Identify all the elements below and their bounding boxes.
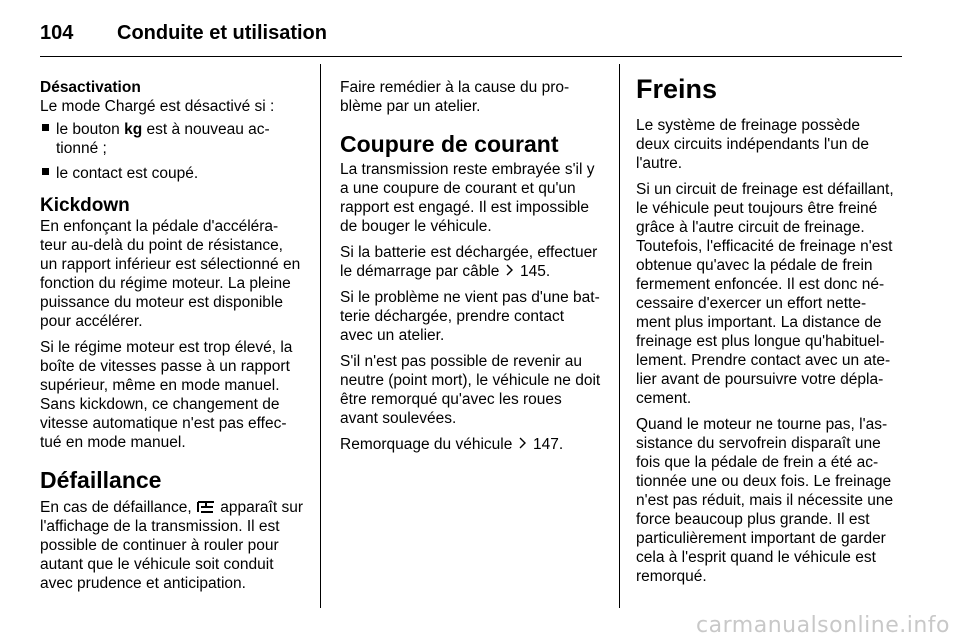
list-text: le contact est coupé. bbox=[56, 165, 199, 182]
battery-paragraph: Si le problème ne vient pas d'une bat- terie déchargée, prendre contact avec un atelier. bbox=[340, 289, 600, 344]
transmission-fault-icon bbox=[196, 500, 216, 514]
page-reference[interactable]: 145. bbox=[520, 263, 551, 280]
list-item bbox=[40, 164, 304, 183]
list-item bbox=[40, 120, 304, 158]
towing-paragraph bbox=[340, 435, 604, 454]
kickdown-heading: Kickdown bbox=[40, 195, 130, 216]
jump-start-paragraph bbox=[340, 243, 604, 281]
page-number: 104 bbox=[40, 22, 74, 44]
power-cut-paragraph: La transmission reste embrayée s'il y a une coupure de courant et qu'un rapport est engagé. Il est impossible de bouger le véhicule. bbox=[340, 161, 595, 235]
bullet-icon bbox=[42, 124, 49, 131]
cross-reference-arrow-icon bbox=[506, 264, 514, 276]
watermark: carmanualsonline.info bbox=[696, 613, 950, 638]
neutral-paragraph: S'il n'est pas possible de revenir au neutre (point mort), le véhicule ne doit être remorqué qu'avec les roues avant soulevées. bbox=[340, 353, 601, 427]
brakes-paragraph: Quand le moteur ne tourne pas, l'as- sistance du servofrein disparaît une fois que la pédale de frein a été ac- tionnée une ou deux fois. Le freinage n'est pas réduit, mais il nécessite une force beaucoup plus grande. Il est particulièrement important de garder cela à l'esprit quand le véhicule est remorqué. bbox=[636, 416, 894, 585]
column-divider bbox=[619, 64, 620, 608]
kickdown-paragraph: En enfonçant la pédale d'accéléra- teur au-delà du point de résistance, un rapport inférieur est sélectionné en fonction du régime moteur. La pleine puissance du moteur est disponible pour accélérer. bbox=[40, 218, 301, 330]
header-rule bbox=[40, 56, 902, 57]
page-reference[interactable]: 147. bbox=[532, 436, 564, 453]
column-divider bbox=[320, 64, 321, 608]
column-right bbox=[636, 74, 902, 593]
cross-reference-arrow-icon bbox=[519, 437, 527, 449]
power-cut-heading: Coupure de courant bbox=[340, 131, 559, 157]
deactivation-intro: Le mode Chargé est désactivé si : bbox=[40, 98, 275, 115]
column-middle bbox=[340, 78, 604, 461]
paragraph-text: Remorquage du véhicule bbox=[340, 436, 517, 453]
kg-button-label: kg bbox=[124, 121, 143, 138]
page-title: Conduite et utilisation bbox=[117, 22, 327, 44]
failure-heading: Défaillance bbox=[40, 467, 162, 493]
brakes-paragraph: Si un circuit de freinage est défaillant, le véhicule peut toujours être freiné grâce à l'autre circuit de freinage. Toutefois, l'efficacité de freinage n'est obtenue qu'avec la pédale de frein fermement enfoncée. Il est donc né- cessaire d'exercer un effort nette- ment plus important. La distance de freinage est plus longue qu'habituel- lement. Prendre contact avec un ate- lier avant de poursuivre votre dépla- cement. bbox=[636, 181, 894, 407]
brakes-heading: Freins bbox=[636, 74, 718, 104]
kickdown-paragraph: Si le régime moteur est trop élevé, la boîte de vitesses passe à un rapport supérieur, même en mode manuel. Sans kickdown, ce changement de vitesse automatique n'est pas effec- tué en mode manuel. bbox=[40, 339, 293, 451]
paragraph-text: Si la batterie est déchargée, effectuer le démarrage par câble bbox=[340, 244, 598, 280]
page-header bbox=[40, 22, 327, 48]
brakes-paragraph: Le système de freinage possède deux circuits indépendants l'un de l'autre. bbox=[636, 117, 870, 172]
repair-paragraph: Faire remédier à la cause du pro- blème par un atelier. bbox=[340, 79, 570, 115]
column-left bbox=[40, 78, 304, 600]
deactivation-heading: Désactivation bbox=[40, 79, 141, 96]
failure-text: En cas de défaillance, bbox=[40, 499, 196, 516]
failure-text: apparaît sur l'affichage de la transmission. Il est possible de continuer à rouler pour autant que le véhicule soit conduit avec prudence et anticipation. bbox=[40, 499, 303, 592]
deactivation-list bbox=[40, 120, 304, 183]
bullet-icon bbox=[42, 168, 49, 175]
failure-paragraph bbox=[40, 498, 304, 593]
list-text: est à nouveau ac- tionné ; bbox=[56, 121, 270, 157]
list-text: le bouton bbox=[56, 121, 125, 138]
